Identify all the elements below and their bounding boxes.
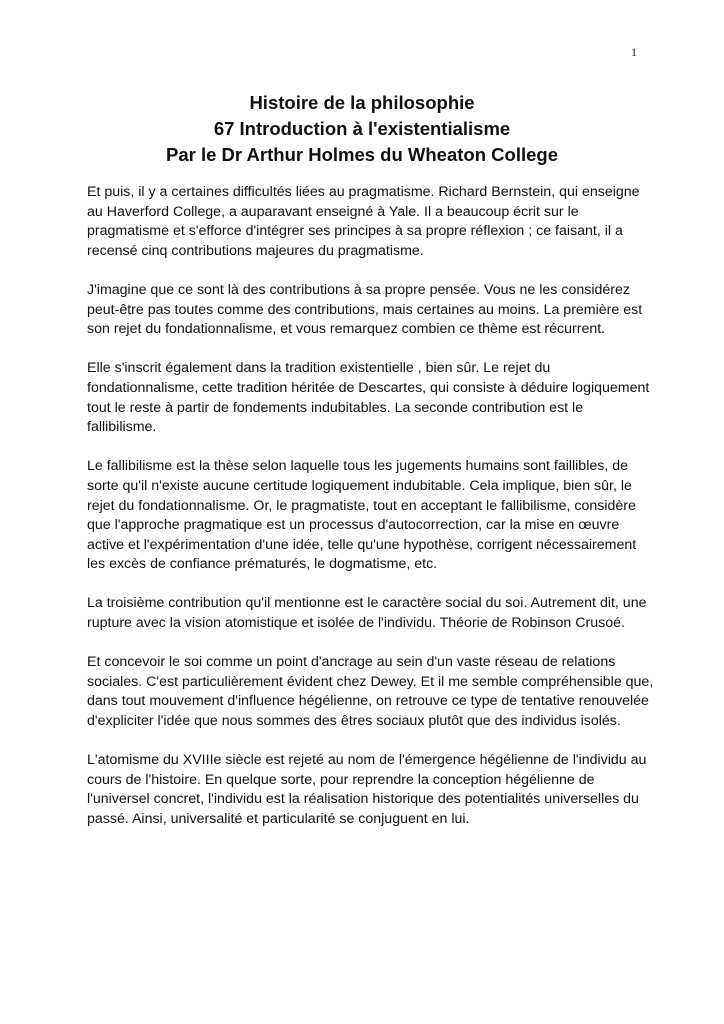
document-title (0, 90, 724, 168)
paragraph-4: Le fallibilisme est la thèse selon laquelle tous les jugements humains sont faillibles, de sorte qu'il n'existe aucune certitude logiquement indubitable. Cela implique, bien sûr, le rejet du fondationnalisme. Or, le pragmatiste, tout en acceptant le fallibilisme, considère que l'approche pragmatique est un processus d'autocorrection, car la mise en œuvre active et l'expérimentation d'une idée, telle qu'une hypothèse, corrigent nécessairement les excès de confiance prématurés, le dogmatisme, etc. (87, 458, 637, 573)
paragraph-1: Et puis, il y a certaines difficultés liées au pragmatisme. Richard Bernstein, qui enseigne au Haverford College, a auparavant enseigné à Yale. Il a beaucoup écrit sur le pragmatisme et s'efforce d'intégrer ses principes à sa propre réflexion ; ce faisant, il a recensé cinq contributions majeures du pragmatisme. (87, 184, 640, 259)
title-line-lecture: 67 Introduction à l'existentialisme (213, 118, 511, 139)
title-line-author: Par le Dr Arthur Holmes du Wheaton College (166, 144, 558, 165)
paragraph-3: Elle s'inscrit également dans la tradition existentielle , bien sûr. Le rejet du fondationnalisme, cette tradition héritée de Descartes, qui consiste à déduire logiquement tout le reste à partir de fondements indubitables. La seconde contribution est le fallibilisme. (87, 360, 650, 436)
title-line-series: Histoire de la philosophie (249, 92, 475, 113)
paragraph-2: J'imagine que ce sont là des contributions à sa propre pensée. Vous ne les considérez peut-être pas toutes comme des contributions, mais certaines au moins. La première est son rejet du fondationnalisme, et vous remarquez combien ce thème est récurrent. (87, 281, 643, 338)
paragraph-6: Et concevoir le soi comme un point d'ancrage au sein d'un vaste réseau de relations sociales. C'est particulièrement évident chez Dewey. Et il me semble compréhensible que, dans tout mouvement d'influence hégélienne, on retrouve ce type de tentative renouvelée d'expliciter l'idée que nous sommes des êtres sociaux plutôt que des individus isolés. (87, 654, 654, 730)
body-text (87, 183, 655, 849)
paragraph-5: La troisième contribution qu'il mentionne est le caractère social du soi. Autrement dit, une rupture avec la vision atomistique et isolée de l'individu. Théorie de Robinson Crusoé. (87, 595, 647, 632)
paragraph-7: L'atomisme du XVIIIe siècle est rejeté au nom de l'émergence hégélienne de l'individu au cours de l'histoire. En quelque sorte, pour reprendre la conception hégélienne de l'universel concret, l'individu est la réalisation historique des potentialités universelles du passé. Ainsi, universalité et particularité se conjuguent en lui. (87, 752, 647, 827)
page-number: 1 (631, 45, 637, 59)
